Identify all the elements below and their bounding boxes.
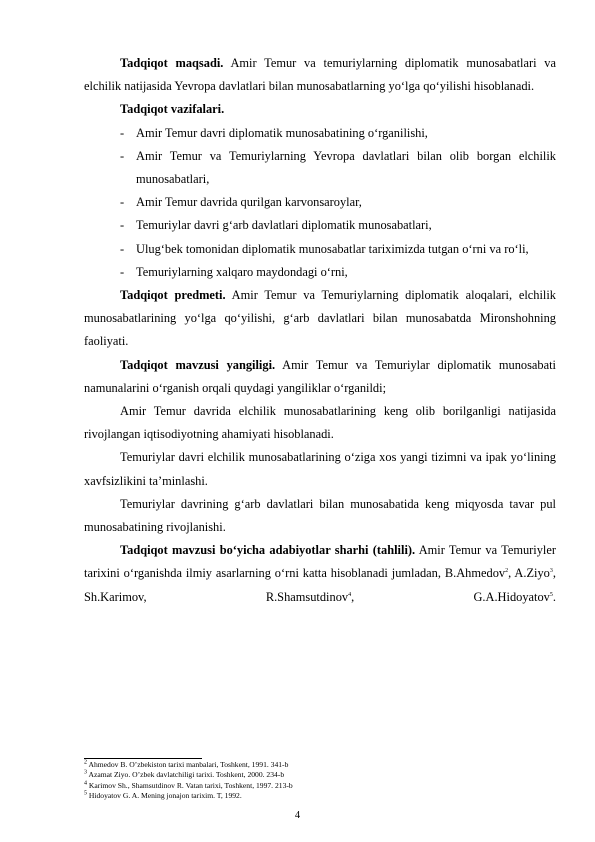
page-body: [84, 52, 556, 609]
author-cite: G.A.Hidoyatov$^5$.: [473, 589, 556, 604]
body-paragraph: Amir Temur davrida elchilik munosabatlarining keng olib borilganligi natijasida rivojlangan iqtisodiyotning ahamiyati hisoblanadi.: [84, 404, 556, 442]
list-item: [84, 122, 556, 145]
footnote: [84, 781, 556, 791]
footnote-ref[interactable]: 4: [348, 591, 352, 598]
literature-paragraph: [84, 539, 556, 609]
subject-text: Amir Temur va Temuriylarning diplomatik aloqalari, elchilik munosabatlarining yo‘lga qo‘yilishi, g‘arb davlatlari bilan munosabatda Mironshohning faoliyati.: [84, 288, 557, 349]
list-item: [84, 261, 556, 284]
author-cite: Sh.Karimov,: [84, 589, 147, 604]
subject-label: Tadqiqot predmeti.: [120, 288, 226, 303]
list-item-text: Temuriylar davri g‘arb davlatlari diplomatik munosabatlari,: [136, 218, 432, 233]
footnote-ref[interactable]: 2: [505, 568, 509, 575]
footnote-number: 3: [84, 769, 87, 776]
list-item: [84, 191, 556, 214]
footnote-text: Ahmedov B. O’zbekiston tarixi manbalari, Toshkent, 1991. 341-b: [87, 760, 289, 769]
novelty-label: Tadqiqot mavzusi yangiligi.: [120, 357, 276, 372]
body-paragraph: Temuriylar davri elchilik munosabatlarining o‘ziga xos yangi tizimni va ipak yo‘lining xavfsizlikini ta’minlashi.: [84, 450, 556, 488]
author-cite: R.Shamsutdinov$^4$,: [265, 589, 355, 604]
list-dash: -: [120, 264, 125, 279]
list-item-text: Ulug‘bek tomonidan diplomatik munosabatlar tariximizda tutgan o‘rni va ro‘li,: [136, 241, 529, 256]
list-dash: -: [120, 195, 125, 210]
footnote-ref[interactable]: 5: [549, 591, 553, 598]
footnote-ref[interactable]: 3: [549, 568, 553, 575]
list-dash: -: [120, 148, 125, 163]
list-item-text: Amir Temur davri diplomatik munosabatining o‘rganilishi,: [136, 125, 428, 140]
literature-label: Tadqiqot mavzusi bo‘yicha adabiyotlar sharhi (tahlili).: [120, 543, 416, 558]
footnote-text: Azamat Ziyo. O’zbek davlatchiligi tarixi. Toshkent, 2000. 234-b: [87, 770, 285, 780]
subject-paragraph: [84, 284, 556, 354]
literature-text: Amir Temur va Temuriyler tarixini o‘rganishda ilmiy asarlarning o‘rni katta hisoblanadi jumladan,: [84, 543, 556, 581]
list-item: [84, 238, 556, 261]
list-dash: -: [120, 125, 125, 140]
list-item-text: Temuriylarning xalqaro maydondagi o‘rni,: [136, 264, 348, 279]
goal-text: Amir Temur va temuriylarning diplomatik munosabatlari va elchilik natijasida Yevropa davlatlari bilan munosabatlarning yo‘lga qo‘yilishi hisoblanadi.: [84, 56, 556, 94]
goal-label: Tadqiqot maqsadi.: [120, 56, 224, 70]
list-item-text: Amir Temur va Temuriylarning Yevropa davlatlari bilan olib borgan elchilik munosabatlari,: [136, 148, 556, 187]
footnote: [84, 791, 556, 801]
footnote-text: Hidoyatov G. A. Mening jonajon tarixim. T, 1992.: [87, 791, 242, 801]
author-cite: A.Ziyo$^3$,: [514, 566, 556, 581]
footnote: [84, 760, 556, 770]
footnote-number: 2: [84, 759, 87, 766]
footnotes: [84, 760, 556, 802]
novelty-paragraph: [84, 354, 556, 400]
footnote-text: Karimov Sh., Shamsutdinov R. Vatan tarixi, Toshkent, 1997. 213-b: [87, 780, 293, 790]
tasks-heading: Tadqiqot vazifalari.: [120, 102, 225, 117]
page-number: 4: [294, 810, 301, 821]
footnote: [84, 770, 556, 780]
list-dash: -: [120, 218, 125, 233]
novelty-text: Amir Temur va Temuriylar diplomatik munosabati namunalarini o‘rganish orqali quydagi yangiliklar o‘rganildi;: [84, 357, 556, 395]
footnote-divider: [84, 758, 202, 759]
footnote-number: 4: [84, 780, 87, 787]
author-cite: B.Ahmedov$^2$,: [444, 566, 512, 581]
footnote-number: 5: [84, 790, 87, 797]
tasks-list: [84, 122, 556, 284]
goal-paragraph: [84, 52, 556, 98]
list-item-text: Amir Temur davrida qurilgan karvonsaroylar,: [136, 195, 362, 210]
body-paragraph: Temuriylar davrining g‘arb davlatlari bilan munosabatida keng miqyosda tavar pul munosabatining rivojlanishi.: [84, 496, 556, 535]
list-item: [84, 145, 556, 191]
list-item: [84, 214, 556, 237]
list-dash: -: [120, 241, 125, 256]
